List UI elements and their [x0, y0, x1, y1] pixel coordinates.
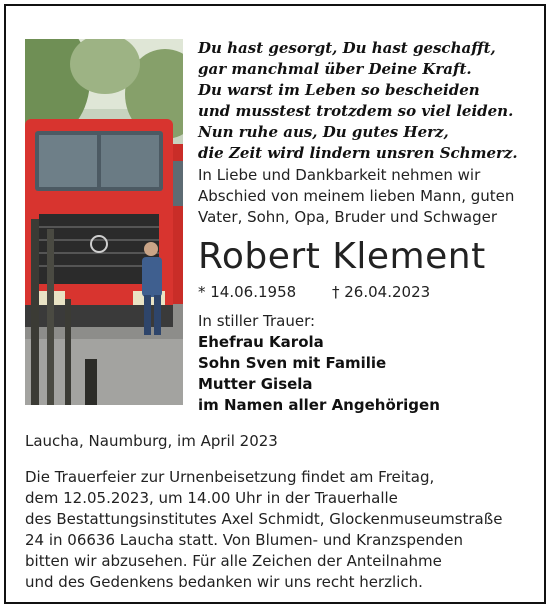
poem-line: Du warst im Leben so bescheiden	[198, 81, 480, 99]
intro-line: In Liebe und Dankbarkeit nehmen wir	[198, 166, 481, 184]
death-date: † 26.04.2023	[332, 283, 431, 301]
ceremony-line: dem 12.05.2023, um 14.00 Uhr in der Trauerhalle	[25, 489, 398, 507]
poem	[198, 38, 528, 164]
obituary-card	[4, 4, 546, 604]
ceremony-line: Die Trauerfeier zur Urnenbeisetzung findet am Freitag,	[25, 468, 435, 486]
mourner-name: im Namen aller Angehörigen	[198, 396, 440, 414]
poem-line: Du hast gesorgt, Du hast geschafft,	[198, 39, 496, 57]
mourner-name: Ehefrau Karola	[198, 333, 324, 351]
ceremony-line: und des Gedenkens bedanken wir uns recht herzlich.	[25, 573, 423, 591]
mourner-name: Sohn Sven mit Familie	[198, 354, 387, 372]
memorial-photo	[25, 39, 183, 405]
life-dates	[198, 282, 431, 303]
poem-line: und musstest trotzdem so viel leiden.	[198, 102, 514, 120]
mourners	[198, 311, 440, 416]
poem-line: die Zeit wird lindern unsren Schmerz.	[198, 144, 518, 162]
poem-line: Nun ruhe aus, Du gutes Herz,	[198, 123, 449, 141]
ceremony-line: 24 in 06636 Laucha statt. Von Blumen- und Kranzspenden	[25, 531, 463, 549]
ceremony-info	[25, 467, 535, 593]
deceased-name: Robert Klement	[198, 236, 486, 277]
birth-date: * 14.06.1958	[198, 283, 297, 301]
ceremony-line: des Bestattungsinstitutes Axel Schmidt, Glockenmuseumstraße	[25, 510, 503, 528]
ceremony-line: bitten wir abzusehen. Für alle Zeichen der Anteilnahme	[25, 552, 442, 570]
intro-line: Abschied von meinem lieben Mann, guten	[198, 187, 515, 205]
intro-line: Vater, Sohn, Opa, Bruder und Schwager	[198, 208, 498, 226]
poem-line: gar manchmal über Deine Kraft.	[198, 60, 472, 78]
place-date: Laucha, Naumburg, im April 2023	[25, 432, 278, 450]
mourner-name: Mutter Gisela	[198, 375, 313, 393]
mourners-heading: In stiller Trauer:	[198, 312, 316, 330]
intro-text	[198, 165, 528, 228]
